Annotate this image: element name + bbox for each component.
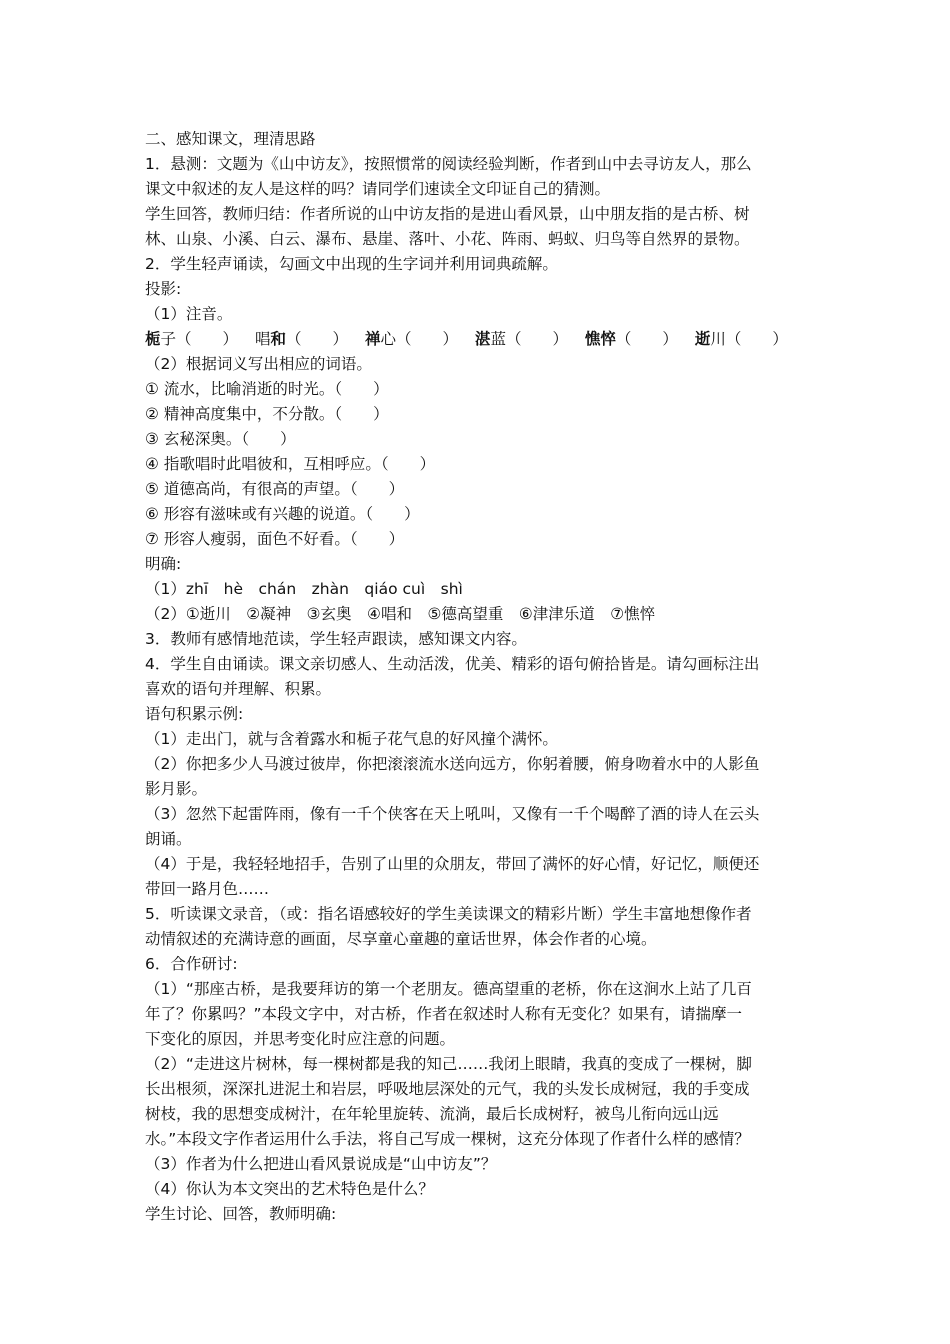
text-line: 带回一路月色……	[145, 880, 270, 898]
pinyin-item: 逝川（ ）	[694, 330, 788, 348]
text-line: ④ 指歌唱时此唱彼和，互相呼应。（ ）	[145, 455, 436, 473]
text-line: 下变化的原因，并思考变化时应注意的问题。	[145, 1030, 456, 1048]
text-line: 影月影。	[145, 780, 208, 798]
text-line: 年了？你累吗？”本段文字中，对古桥，作者在叙述时人称有无变化？如果有，请揣摩一	[145, 1005, 743, 1023]
pinyin-item: 湛蓝（ ）	[474, 330, 568, 348]
text-line: 1．悬测：文题为《山中访友》，按照惯常的阅读经验判断，作者到山中去寻访友人，那么	[145, 155, 752, 173]
text-line: ⑥ 形容有滋味或有兴趣的说道。（ ）	[145, 505, 420, 523]
body-text	[145, 352, 810, 1227]
text-line: ⑦ 形容人瘦弱，面色不好看。（ ）	[145, 530, 405, 548]
text-line: 长出根须，深深扎进泥土和岩层，呼吸地层深处的元气，我的头发长成树冠，我的手变成	[145, 1080, 750, 1098]
text-line: （1）zhī hè chán zhàn qiáo cuì shì	[145, 580, 463, 598]
text-line: 语句积累示例:	[145, 705, 244, 723]
pinyin-item: 憔悴（ ）	[584, 330, 678, 348]
text-line: 投影:	[145, 280, 182, 298]
text-line: ① 流水，比喻消逝的时光。（ ）	[145, 380, 389, 398]
text-line: 动情叙述的充满诗意的画面，尽享童心童趣的童话世界，体会作者的心境。	[145, 930, 657, 948]
text-line: 3．教师有感情地范读，学生轻声跟读，感知课文内容。	[145, 630, 527, 648]
text-line: 课文中叙述的友人是这样的吗？请同学们速读全文印证自己的猜测。	[145, 180, 611, 198]
document-page	[145, 127, 810, 1227]
text-line: 树枝，我的思想变成树汁，在年轮里旋转、流淌，最后长成树籽，被鸟儿衔向远山远	[145, 1105, 719, 1123]
pinyin-item: 栀子（ ）	[145, 330, 239, 348]
text-line: （1）“那座古桥，是我要拜访的第一个老朋友。德高望重的老桥，你在这涧水上站了几百	[145, 980, 752, 998]
text-line: 学生回答，教师归结：作者所说的山中访友指的是进山看风景，山中朋友指的是古桥、树	[145, 205, 750, 223]
text-line: 6．合作研讨:	[145, 955, 238, 973]
text-line: （2）你把多少人马渡过彼岸，你把滚滚流水送向远方，你躬着腰，俯身吻着水中的人影鱼	[145, 755, 760, 773]
text-line: （2）①逝川 ②凝神 ③玄奥 ④唱和 ⑤德高望重 ⑥津津乐道 ⑦憔悴	[145, 605, 656, 623]
text-line: （2）根据词义写出相应的词语。	[145, 355, 372, 373]
text-line: 水。”本段文字作者运用什么手法，将自己写成一棵树，这充分体现了作者什么样的感情？	[145, 1130, 750, 1148]
pinyin-exercise-line	[145, 327, 810, 352]
text-line: （2）“走进这片树林，每一棵树都是我的知己……我闭上眼睛，我真的变成了一棵树，脚	[145, 1055, 752, 1073]
text-line: 喜欢的语句并理解、积累。	[145, 680, 332, 698]
text-line: 2．学生轻声诵读，勾画文中出现的生字词并利用词典疏解。	[145, 255, 558, 273]
text-line: ⑤ 道德高尚，有很高的声望。（ ）	[145, 480, 405, 498]
text-line: 明确:	[145, 555, 182, 573]
text-line: （3）忽然下起雷阵雨，像有一千个侠客在天上吼叫，又像有一千个喝醉了酒的诗人在云头	[145, 805, 760, 823]
text-line: 4．学生自由诵读。课文亲切感人、生动活泼，优美、精彩的语句俯拾皆是。请勾画标注出	[145, 655, 760, 673]
pinyin-item: 唱和（ ）	[254, 330, 349, 348]
text-line: 朗诵。	[145, 830, 192, 848]
text-line: （1）走出门，就与含着露水和栀子花气息的好风撞个满怀。	[145, 730, 558, 748]
text-line: （1）注音。	[145, 305, 233, 323]
text-line: （4）于是，我轻轻地招手，告别了山里的众朋友，带回了满怀的好心情，好记忆，顺便还	[145, 855, 760, 873]
section-title: 二、感知课文，理清思路	[145, 130, 316, 148]
text-line: 学生讨论、回答，教师明确:	[145, 1205, 337, 1223]
text-line: ② 精神高度集中，不分散。（ ）	[145, 405, 389, 423]
text-line: （4）你认为本文突出的艺术特色是什么？	[145, 1180, 434, 1198]
text-line: 林、山泉、小溪、白云、瀑布、悬崖、落叶、小花、阵雨、蚂蚁、归鸟等自然界的景物。	[145, 230, 750, 248]
text-line: ③ 玄秘深奥。（ ）	[145, 430, 296, 448]
pinyin-item: 禅心（ ）	[364, 330, 458, 348]
text-line: （3）作者为什么把进山看风景说成是“山中访友”？	[145, 1155, 497, 1173]
text-line: 5．听读课文录音，（或：指名语感较好的学生美读课文的精彩片断）学生丰富地想像作者	[145, 905, 752, 923]
